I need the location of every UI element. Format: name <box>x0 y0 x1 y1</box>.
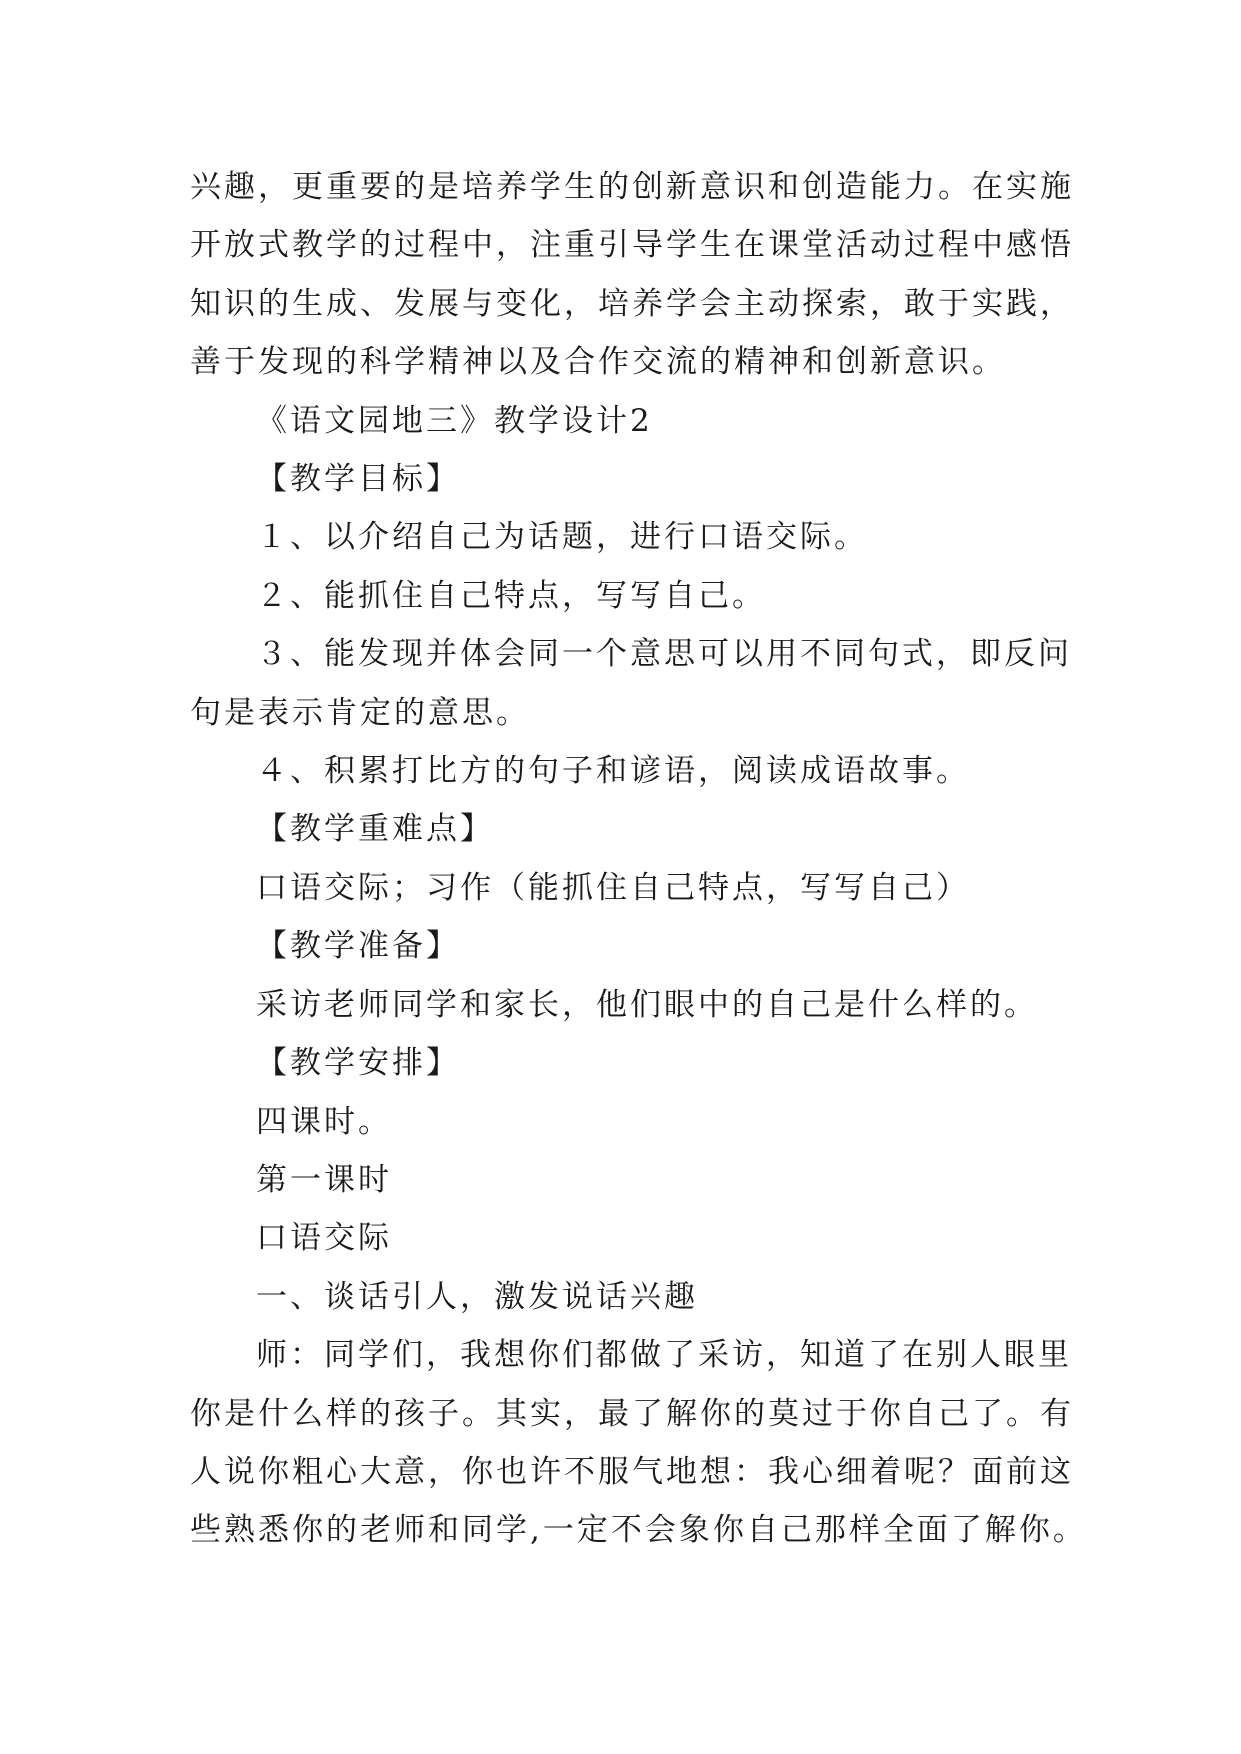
paragraph-line: 你是什么样的孩子。其实，最了解你的莫过于你自己了。有 <box>190 1395 1074 1432</box>
document-body <box>190 158 1087 1560</box>
paragraph-line: 兴趣，更重要的是培养学生的创新意识和创造能力。在实施 <box>190 169 1074 205</box>
lesson-topic: 口语交际 <box>256 1220 392 1257</box>
lesson-heading: 第一课时 <box>256 1161 392 1198</box>
paragraph-line: 些熟悉你的老师和同学,一定不会象你自己那样全面了解你。 <box>190 1512 1087 1549</box>
arrangement-text: 四课时。 <box>256 1103 392 1140</box>
section-heading-objectives: 【教学目标】 <box>256 461 460 498</box>
paragraph-line: 开放式教学的过程中，注重引导学生在课堂活动过程中感悟 <box>190 227 1074 264</box>
preparation-text: 采访老师同学和家长，他们眼中的自己是什么样的。 <box>256 986 1038 1023</box>
key-points-text: 口语交际；习作（能抓住自己特点，写写自己） <box>256 869 970 906</box>
objective-item: ４、积累打比方的句子和谚语，阅读成语故事。 <box>256 753 970 790</box>
paragraph-line: 人说你粗心大意，你也许不服气地想：我心细着呢？面前这 <box>190 1453 1074 1490</box>
paragraph-line: 知识的生成、发展与变化，培养学会主动探索，敢于实践， <box>190 285 1074 322</box>
paragraph-line: 善于发现的科学精神以及合作交流的精神和创新意识。 <box>190 344 1006 381</box>
objective-item: ２、能抓住自己特点，写写自己。 <box>256 577 766 614</box>
objective-item-continued: 句是表示肯定的意思。 <box>190 694 530 731</box>
step-heading: 一、谈话引人，激发说话兴趣 <box>256 1278 698 1315</box>
section-heading-key-points: 【教学重难点】 <box>256 811 494 848</box>
section-heading-preparation: 【教学准备】 <box>256 928 460 965</box>
document-title: 《语文园地三》教学设计2 <box>256 402 653 439</box>
section-heading-arrangement: 【教学安排】 <box>256 1045 460 1082</box>
objective-item: １、以介绍自己为话题，进行口语交际。 <box>256 519 868 556</box>
objective-item: ３、能发现并体会同一个意思可以用不同句式，即反问 <box>256 636 1072 673</box>
paragraph-line: 师：同学们，我想你们都做了采访，知道了在别人眼里 <box>256 1337 1072 1374</box>
